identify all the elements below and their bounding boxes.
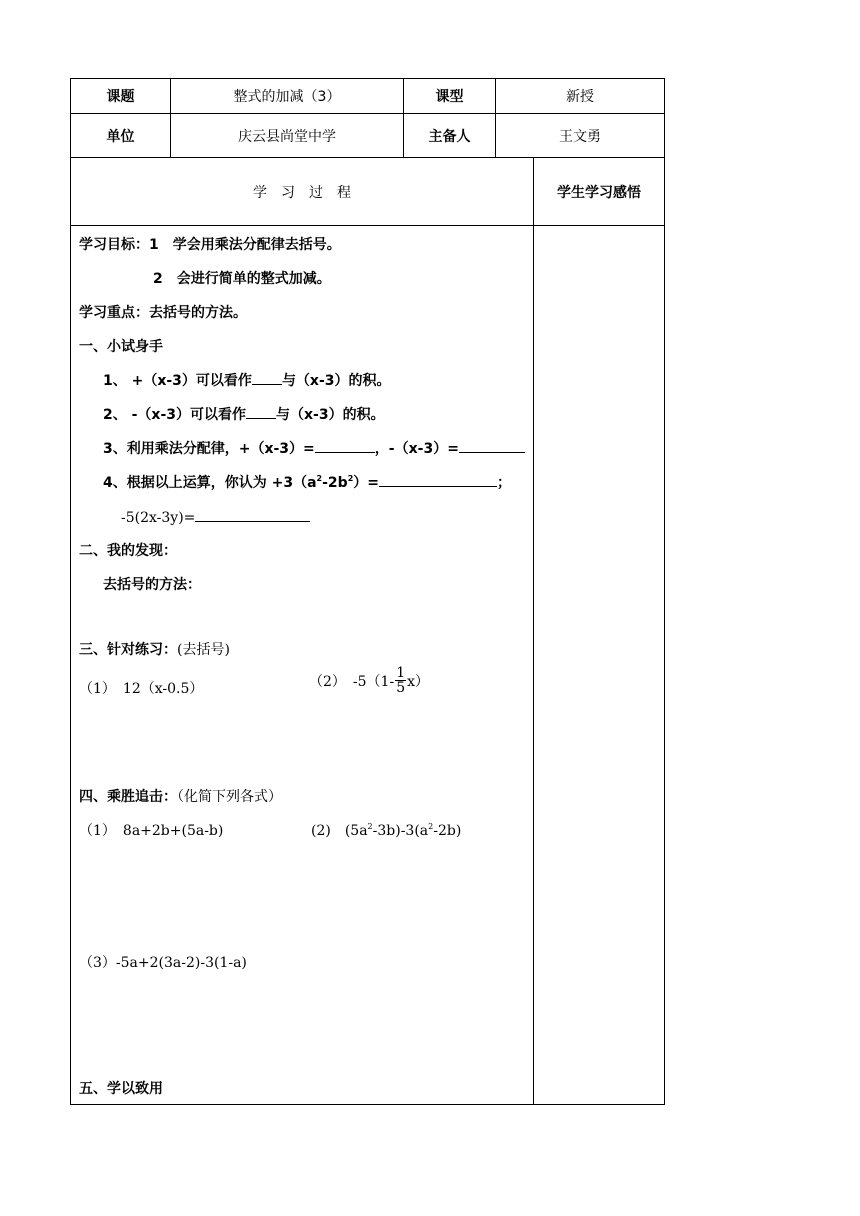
q1-text-b: 与（x-3）的积。 — [281, 373, 391, 389]
fraction-denominator: 5 — [396, 680, 406, 696]
q4-sup-1: 2 — [316, 474, 323, 483]
q5-text: -5(2x-3y)= — [121, 510, 196, 526]
q5-blank[interactable] — [195, 507, 310, 522]
reflection-column[interactable] — [534, 226, 665, 1105]
p2-text-a: (2) (5a — [311, 823, 368, 839]
type-value: 新授 — [496, 79, 665, 114]
preparer-value: 王文勇 — [496, 114, 665, 158]
lesson-plan-table — [70, 78, 664, 1105]
unit-label: 单位 — [71, 114, 171, 158]
q2-blank[interactable] — [246, 404, 276, 419]
unit-value: 庆云县尚堂中学 — [171, 114, 404, 158]
header-table — [70, 78, 665, 158]
section-2-title: 二、我的发现： — [79, 543, 177, 559]
exercise-1: （1） 12（x-0.5） — [79, 681, 204, 697]
problem-3: （3）-5a+2(3a-2)-3(1-a) — [79, 955, 247, 971]
p2-text-b: -3b)-3(a — [372, 823, 429, 839]
fraction-numerator: 1 — [396, 665, 406, 681]
topic-label: 课题 — [71, 79, 171, 114]
q4-text-c: ）= — [353, 475, 380, 491]
q4-text-a: 4、根据以上运算，你认为 +3（a — [103, 475, 317, 491]
process-table — [70, 158, 665, 1105]
question-5 — [121, 507, 310, 526]
process-content — [71, 226, 534, 1105]
section-1-title: 一、小试身手 — [79, 339, 163, 355]
q4-text-d: ； — [497, 475, 512, 491]
section-4-title-line — [79, 786, 282, 806]
question-4 — [103, 472, 511, 492]
p2-text-c: -2b) — [433, 823, 462, 839]
ex2-text-b: x） — [407, 673, 430, 690]
problem-2 — [311, 820, 461, 840]
section-3-title: 三、针对练习： — [79, 642, 177, 658]
goal-1: 学习目标：1 学会用乘法分配律去括号。 — [79, 237, 341, 253]
section-4-note: （化简下列各式） — [177, 789, 282, 805]
q1-text-a: 1、 +（x-3）可以看作 — [103, 373, 252, 389]
reflection-heading: 学生学习感悟 — [534, 158, 665, 226]
problem-1: （1） 8a+2b+(5a-b) — [79, 823, 224, 839]
section-4-title: 四、乘胜追击： — [79, 789, 177, 805]
exercise-2 — [309, 666, 429, 695]
q3-text-b: ，-（x-3）= — [374, 441, 459, 457]
section-2-line: 去括号的方法： — [103, 577, 201, 593]
q4-text-b: -2b — [322, 475, 348, 491]
q3-text-a: 3、利用乘法分配律，+（x-3）= — [103, 441, 315, 457]
q2-text-a: 2、 -（x-3）可以看作 — [103, 407, 247, 423]
ex2-text-a: （2） -5（1- — [309, 673, 395, 690]
section-5-title: 五、学以致用 — [79, 1081, 163, 1097]
q3-blank-2[interactable] — [459, 438, 525, 453]
q1-blank[interactable] — [252, 370, 282, 385]
preparer-label: 主备人 — [404, 114, 496, 158]
goal-2: 2 会进行简单的整式加减。 — [153, 271, 331, 287]
question-3 — [103, 438, 525, 458]
question-1 — [103, 370, 391, 390]
q3-blank-1[interactable] — [315, 438, 375, 453]
question-2 — [103, 404, 385, 424]
section-3-title-line — [79, 639, 230, 659]
process-heading: 学 习 过 程 — [71, 158, 534, 226]
section-3-note: (去括号) — [177, 642, 230, 658]
type-label: 课型 — [404, 79, 496, 114]
q2-text-b: 与（x-3）的积。 — [276, 407, 385, 423]
p2-sup-1: 2 — [367, 822, 373, 831]
topic-value: 整式的加减（3） — [171, 79, 404, 114]
q4-blank[interactable] — [379, 472, 497, 487]
q4-sup-2: 2 — [347, 474, 354, 483]
key-point: 学习重点：去括号的方法。 — [79, 305, 247, 321]
fraction-one-fifth — [395, 666, 406, 695]
p2-sup-2: 2 — [428, 822, 434, 831]
